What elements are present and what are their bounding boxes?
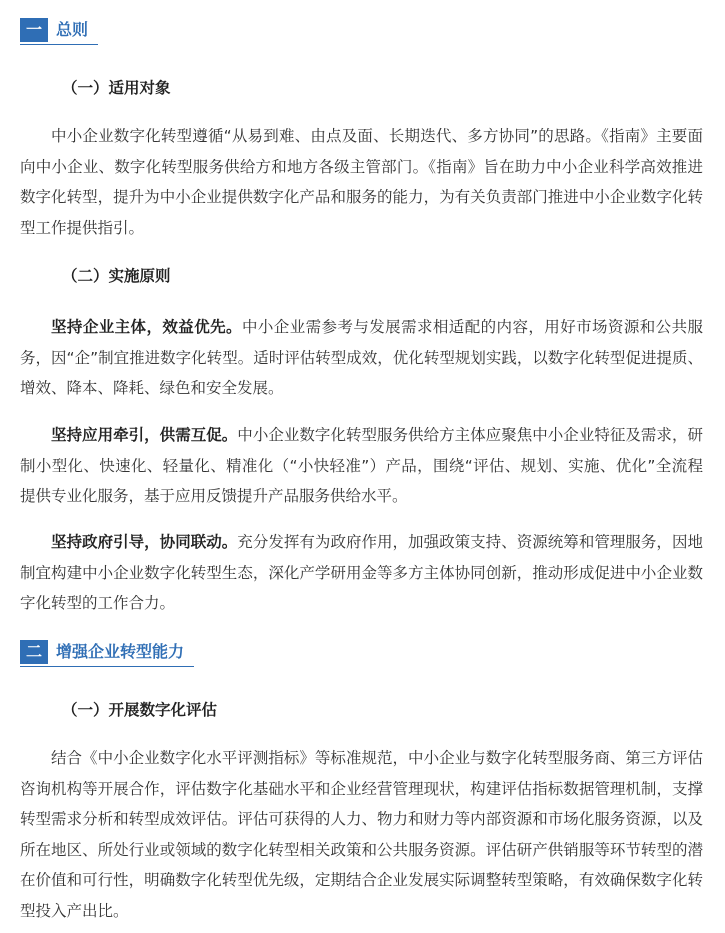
paragraph-text: 结合《中小企业数字化水平评测指标》等标准规范，中小企业与数字化转型服务商、第三方评估咨询机构等开展合作，评估数字化基础水平和企业经营管理现状，构建评估指标数据管理机制，支撑转型需求分析和转型成效评估。评估可获得的人力、物力和财力等内部资源和市场化服务资源，以及所在地区、所处行业或领域的数字化转型相关政策和公共服务资源。评估研产供销服等环节转型的潜在价值和可行性，明确数字化转型优先级，定期结合企业发展实际调整转型策略，有效确保数字化转型投入产出比。 [20,749,703,920]
paragraph [20,312,703,404]
section-title: 总则 [56,20,89,39]
paragraph-lead: 坚持政府引导，协同联动。 [51,533,238,551]
paragraph [20,743,703,926]
subsection-heading: （一）开展数字化评估 [62,701,218,719]
section-header-2 [20,640,194,667]
paragraph-lead: 坚持应用牵引，供需互促。 [51,426,238,444]
section-number-badge: 一 [20,18,48,42]
paragraph-text: 中小企业数字化转型遵循“从易到难、由点及面、长期迭代、多方协同”的思路。《指南》主要面向中小企业、数字化转型服务供给方和地方各级主管部门。《指南》旨在助力中小企业科学高效推进数字化转型，提升为中小企业提供数字化产品和服务的能力，为有关负责部门推进中小企业数字化转型工作提供指引。 [20,127,703,237]
paragraph-text: 中小企业需参考与发展需求相适配的内容，用好市场资源和公共服务，因“企”制宜推进数字化转型。适时评估转型成效，优化转型规划实践，以数字化转型促进提质、增效、降本、降耗、绿色和安全发展。 [20,318,703,397]
paragraph [20,527,703,619]
paragraph [20,420,703,512]
subsection-heading: （二）实施原则 [62,267,171,285]
subsection-heading: （一）适用对象 [62,79,171,97]
paragraph-text: 中小企业数字化转型服务供给方主体应聚焦中小企业特征及需求，研制小型化、快速化、轻量化、精准化（“小快轻准”）产品，围绕“评估、规划、实施、优化”全流程提供专业化服务，基于应用反馈提升产品服务供给水平。 [20,426,703,505]
paragraph-text: 充分发挥有为政府作用，加强政策支持、资源统筹和管理服务，因地制宜构建中小企业数字化转型生态，深化产学研用金等多方主体协同创新，推动形成促进中小企业数字化转型的工作合力。 [20,533,703,612]
paragraph [20,121,703,243]
section-header-1 [20,18,98,45]
paragraph-lead: 坚持企业主体，效益优先。 [51,318,242,336]
section-title: 增强企业转型能力 [56,642,185,661]
section-number-badge: 二 [20,640,48,664]
